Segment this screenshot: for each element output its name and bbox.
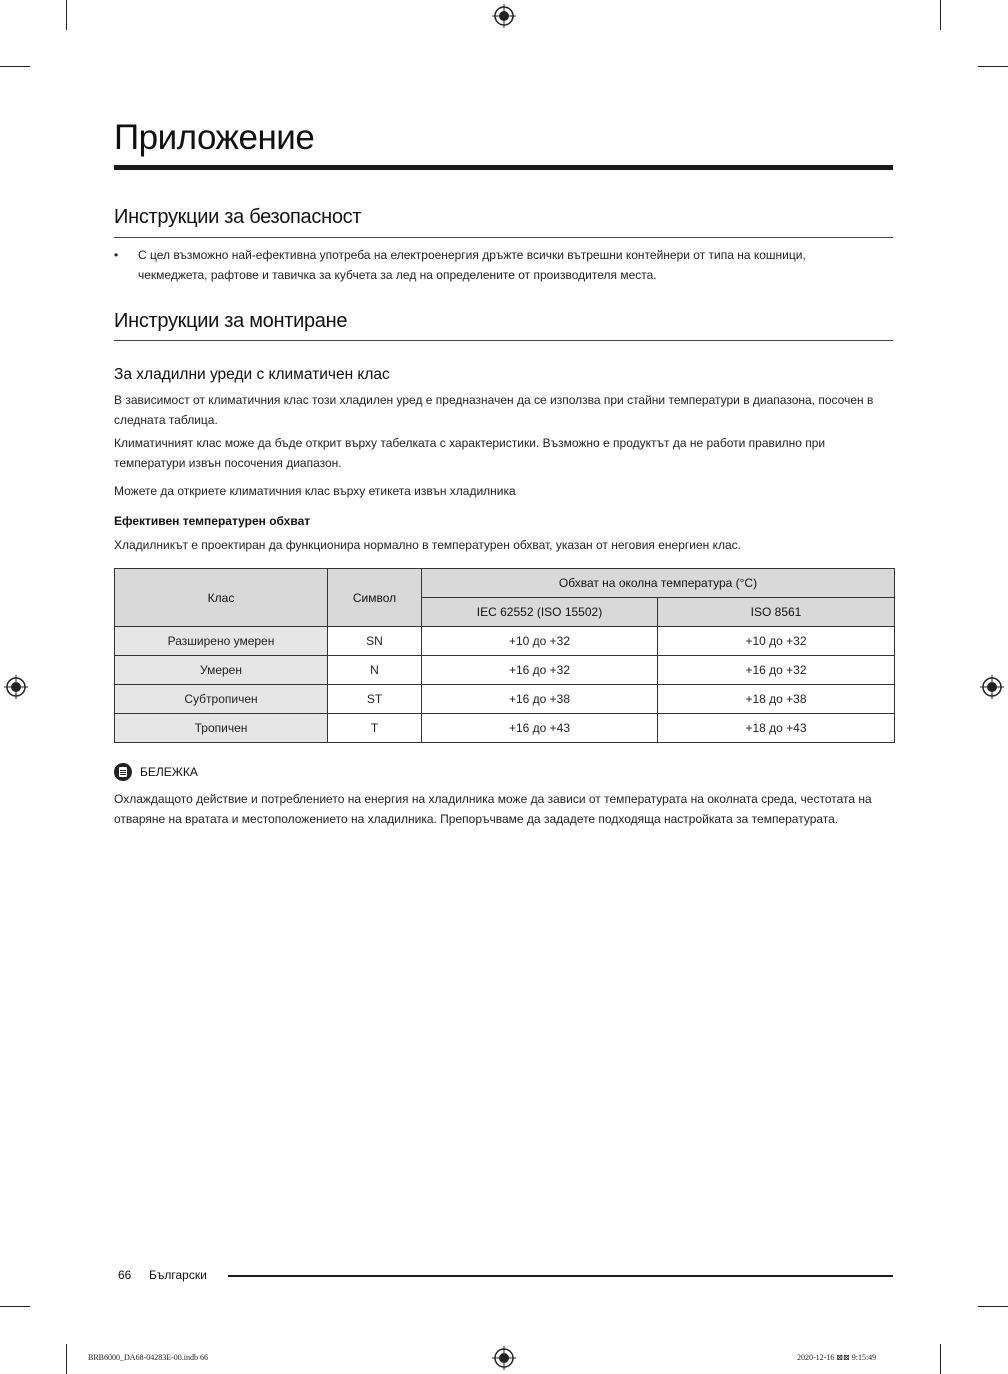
header-class: Клас [115, 569, 328, 627]
row-iec: +16 до +43 [422, 714, 658, 743]
table-row [115, 714, 895, 743]
row-class: Тропичен [115, 714, 328, 743]
row-iec: +16 до +38 [422, 685, 658, 714]
section-rule [114, 237, 893, 238]
page-title: Приложение [114, 118, 315, 157]
range-text: Хладилникът е проектиран да функционира нормално в температурен обхват, указан от неговия енергиен клас. [114, 538, 742, 552]
climate-para-3: Можете да откриете климатичния клас върху етикета извън хладилника [114, 484, 516, 498]
bullet-dot-icon: • [114, 248, 119, 262]
crop-mark [978, 1306, 1008, 1307]
registration-mark-icon [980, 675, 1004, 699]
row-iec: +16 до +32 [422, 656, 658, 685]
footer-rule [228, 1275, 893, 1277]
row-class: Разширено умерен [115, 627, 328, 656]
footer-language: Български [149, 1268, 207, 1282]
climate-para-2: Климатичният клас може да бъде открит върху табелката с характеристики. Възможно е продуктът да не работи правилно при температури извън посочения диапазон. [114, 436, 826, 470]
row-iso: +18 до +43 [658, 714, 895, 743]
crop-mark [0, 66, 30, 67]
installation-heading: Инструкции за монтиране [114, 310, 348, 332]
row-symbol: N [328, 656, 422, 685]
climate-para-1: В зависимост от климатичния клас този хладилен уред е предназначен да се използва при стайни температури в диапазона, посочен в следната таблица. [114, 393, 874, 427]
table-row [115, 656, 895, 685]
header-ambient-range: Обхват на околна температура (°C) [422, 569, 895, 598]
crop-mark [940, 0, 941, 30]
row-symbol: SN [328, 627, 422, 656]
header-iec: IEC 62552 (ISO 15502) [422, 598, 658, 627]
crop-mark [0, 1306, 30, 1307]
registration-mark-icon [4, 675, 28, 699]
climate-class-subheading: За хладилни уреди с климатичен клас [114, 366, 390, 383]
row-symbol: ST [328, 685, 422, 714]
row-iec: +10 до +32 [422, 627, 658, 656]
header-symbol: Символ [328, 569, 422, 627]
note-label: БЕЛЕЖКА [140, 765, 198, 779]
climate-class-table [114, 568, 895, 743]
safety-heading: Инструкции за безопасност [114, 206, 362, 228]
crop-mark [940, 1344, 941, 1374]
page-number: 66 [118, 1268, 132, 1282]
row-iso: +18 до +38 [658, 685, 895, 714]
header-iso: ISO 8561 [658, 598, 895, 627]
registration-mark-icon [492, 1346, 516, 1370]
crop-mark [978, 66, 1008, 67]
range-heading: Ефективен температурен обхват [114, 514, 311, 528]
crop-mark [66, 0, 67, 30]
note-heading [114, 763, 198, 781]
row-symbol: T [328, 714, 422, 743]
note-text: Охлаждащото действие и потреблението на енергия на хладилника може да зависи от температурата на околната среда, честотата на отваряне на вратата и местоположението на хладилника. Препоръчваме да зададете подходяща настройката за температурата. [114, 792, 872, 826]
row-iso: +16 до +32 [658, 656, 895, 685]
row-iso: +10 до +32 [658, 627, 895, 656]
table-row [115, 627, 895, 656]
row-class: Умерен [115, 656, 328, 685]
title-rule [114, 165, 893, 170]
section-rule [114, 340, 893, 341]
note-icon [114, 763, 132, 781]
print-slug-left: BRB6000_DA68-04283E-00.indb 66 [88, 1353, 208, 1362]
row-class: Субтропичен [115, 685, 328, 714]
registration-mark-icon [492, 4, 516, 28]
table-row [115, 685, 895, 714]
safety-bullet-text: С цел възможно най-ефективна употреба на електроенергия дръжте всички вътрешни контейнери от типа на кошници, чекмеджета, рафтове и тавичка за кубчета за лед на определените от производителя места. [138, 248, 806, 282]
print-slug-right: 2020-12-16 ⊠⊠ 9:15:49 [797, 1353, 877, 1362]
crop-mark [66, 1344, 67, 1374]
